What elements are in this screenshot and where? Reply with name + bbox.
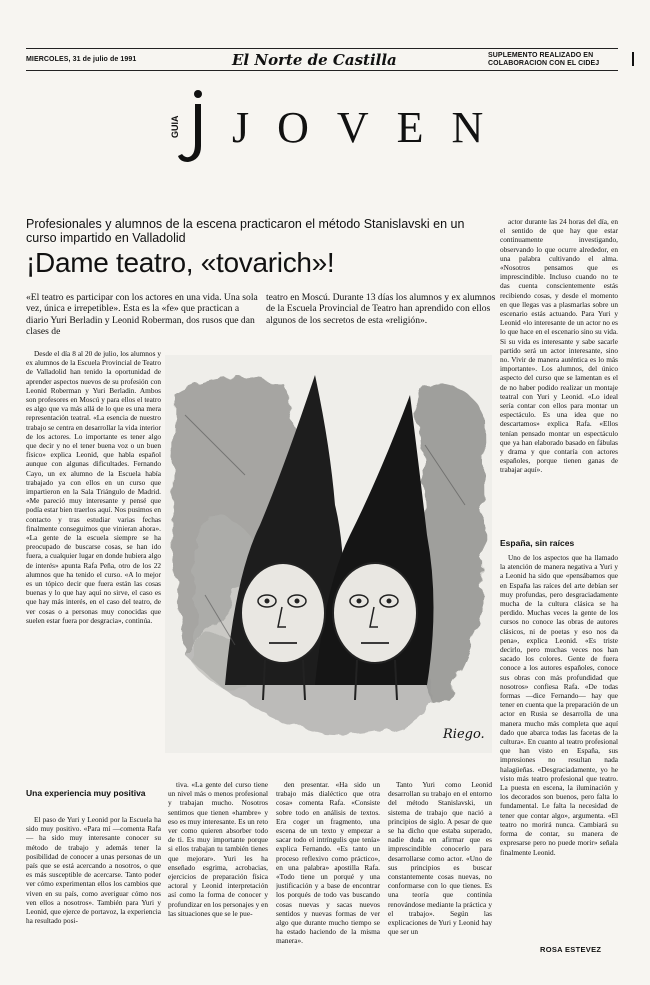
column-2-text: tiva. «La gente del curso tiene un nivel más o menos profesional y trabajan mucho. Nosotros sentimos que tienen «hambre» y eso es muy interesante. Es un reto ver como quieren absorber todo de ti. Es muy importante porque si ellos trabajan tu también tienes que mejorar». Yuri les ha enseñado esgrima, acrobacias, ejercicios de preparación física actoral y Leonid interpretación así como la forma de conocer y profundizar en los personajes y en las situaciones que se le pue- [168, 780, 268, 918]
section-title: JOVEN [232, 103, 512, 152]
column-4-text: Tanto Yuri como Leonid desarrollan su trabajo en el entorno del método Stanislavski, un sistema de trabajo que nació a principios de siglo. A pesar de que se ha dicho que estaba superado, nadie duda en afirmar que es imprescindible conocerlo para desarrollarse como actor. «Uno de sus principios es buscar constantemente cosas nuevas, no conformarse con lo que tienes. Es una teoría que continúa renovándose mediante la práctica y el trabajo». Según las explicaciones de Yuri y Leonid hay que ser un [388, 780, 492, 937]
byline: ROSA ESTEVEZ [540, 945, 602, 954]
column-5-text: actor durante las 24 horas del día, en el sentido de que hay que estar continuamente investigando, observando lo que ocurre alrededor, en una palabra cultivando el alma. «Nosotros pensamos que es imprescindible. Incluso cuando no te das cuenta conscientemente estás recibiendo cosas, y desde el momento en que llegas vas a plasmarlas sobre un escenario estás actuando. Para Yuri y Leonid «lo interesante de un actor no es lo que hace en el escenario sino su vida. Si su vida es interesante y sabe sacarle partido será un actor interesante, sino no. Vivir de manera auténtica es lo más importante». Los alumnos, del único aspecto del curso que se lamentan es el de no haber podido realizar un montaje teatral con Yuri y Leonid. «Lo ideal sería contar con ellos para montar un espectáculo. Es una idea que no descartamos» explica Rafa. «Ellos tenían pensado montar un espectáculo que ya han elaborado basado en fábulas y drama y que contaría con actores españoles, porque tienen ganas de trabajar aquí». [500, 217, 618, 475]
article-kicker: Profesionales y alumnos de la escena practicaron el método Stanislavski en un curso impartido en Valladolid [26, 217, 465, 245]
left-face [241, 563, 325, 663]
column-2 [168, 780, 268, 960]
header-top-rule [26, 48, 618, 49]
column-1b-text: El paso de Yuri y Leonid por la Escuela ha sido muy positivo. «Para mí —comenta Rafa— ha sido muy interesante conocer su método de trabajo y además tener la posibilidad de conocer a unas personas de un país que se está acercando a nosotros, o que es más susceptible de acercarse. Tanto poder ver cómo experimentan ellos los cambios que viven en su país, como averiguar cómo nos ven ellos a nosotros». También para Yuri y Leonid, que ejerce de portavoz, la experiencia ha resultado posi- [26, 815, 161, 926]
header-supplement: SUPLEMENTO REALIZADO EN COLABORACION CON EL CIDEJ [488, 52, 600, 67]
column-5 [500, 217, 618, 533]
column-3 [276, 780, 380, 960]
column-3-text: den presentar. «Ha sido un trabajo más dialéctico que otra cosa» comenta Rafa. «Consiste sobre todo en análisis de textos. Era coger un fragmento, una escena de un texto y empezar a sacar todo el intríngulis que tenía» explica Fernando. «Es tanto un proceso reflexivo como práctico», en una palabra» apostilla Rafa. «Todo tiene un porqué y una justificación y a base de encontrar los porqués de todo vas buscando cosas nuevas y sacas nuevos sentidos y nuevas formas de ver algo que durante mucho tiempo se ha estado haciendo de la misma manera». [276, 780, 380, 946]
subhead-espana: España, sin raíces [500, 538, 575, 548]
lede-right: teatro en Moscú. Durante 13 días los alumnos y ex alumnos de la Escuela Provincial de Teatro han aprendido con ellos algunos de los secretos de esta «religión». [266, 292, 496, 326]
header-marker [632, 52, 634, 66]
illustration-signature: Riego. [443, 727, 485, 742]
header-bottom-rule [26, 70, 618, 71]
lede-left: «El teatro es participar con los actores en una vida. Una sola vez, única e irrepetible». Esta es la «fe» que practican a diario Yuri Berladin y Leonid Roberman, dos rusos que dan clases de [26, 292, 258, 338]
column-1-text: Desde el día 8 al 20 de julio, los alumnos y ex alumnos de la Escuela Provincial de Teatro de Valladolid han tenido la oportunidad de aprender aspectos nuevos de su profesión con Leonid Roberman y Yuri Berladin. Ambos son profesores en Moscú y para ellos el teatro es algo que va más allá de lo que es una mera representación teatral. «La esencia de nuestro trabajo se centra en desarrollar la vida interior de los actores. Lo importante es tener algo que decir y no el tener buena voz o un buen físico» explica Leonid, que habla español aunque con algunas dificultades. Fernando Cayo, un ex alumno de la Escuela había trabajado ya con ellos en un curso que impartieron en la Sala Triángulo de Madrid. «Me pareció muy interesante y pensé que podía estar bien traerlos aquí. Nos pusimos en contacto y tras estudiar varias fechas finalmente conseguimos que vinieran ahora». «La gente de la escuela siempre se ha preocupado de buscarse cosas, se han ido fuera, a cualquier lugar en donde hubiera algo de interés» apunta Rafa Peña, otro de los 22 alumnos que ha tenido el curso. «A lo mejor es un tópico decir que fuera están las cosas buenas y lo que hay aquí no sirve, el caso es que hay más interés, en el caso del teatro, de ver cosas o a personas muy conocidas que suelen estar fuera por desgracia», continúa. [26, 349, 161, 625]
guia-label: GUIA [170, 115, 180, 138]
column-5b-text: Uno de los aspectos que ha llamado la atención de manera negativa a Yuri y a Leonid ha sido que «pensábamos que en España las raíces del arte debían ser muy profundas, pero desgraciadamente mucha de la cultura clásica se ha perdido. Muchas veces la gente de los cursos no conoce las obras de autores clásicos, ni de poetas y eso nos da pena», explica Leonid. «Es triste decirlo, pero muchas veces nos han sacado los colores. Gente de fuera conoce a los autores españoles, conoce sus obras con más profundidad que nosotros» confiesa Rafa. «De todas formas —dice Fernando— hay que tener en cuenta que la preparación de un actor en Rusia se desarrolla de una manera mucho más completa que aquí dado que abarca todas las facetas de la cultura». En cuanto al teatro profesional que han visto en España, sus impresiones no resultan nada halagüeñas. «Desgraciadamente, yo he visto más teatro profesional que teatro. La puesta en escena, la iluminación y los decorados son buenos, pero falta lo fundamental. Le falta la necesidad de tener que contar algo», argumenta. «El teatro no morirá nunca. Cambiará su forma de contar, su manera de expresarse pero no puede morir» señala finalmente Leonid. [500, 553, 618, 857]
column-1 [26, 349, 161, 775]
subhead-experiencia: Una experiencia muy positiva [26, 788, 146, 798]
column-1b [26, 815, 161, 968]
illustration [165, 355, 492, 753]
two-faces-drawing [165, 355, 492, 753]
column-4 [388, 780, 492, 960]
article-headline: ¡Dame teatro, «tovarich»! [26, 247, 335, 278]
right-face [333, 563, 417, 663]
j-initial-icon [176, 88, 208, 168]
masthead: El Norte de Castilla [232, 51, 397, 69]
column-5b [500, 553, 618, 940]
header-date: MIERCOLES, 31 de julio de 1991 [26, 56, 137, 63]
